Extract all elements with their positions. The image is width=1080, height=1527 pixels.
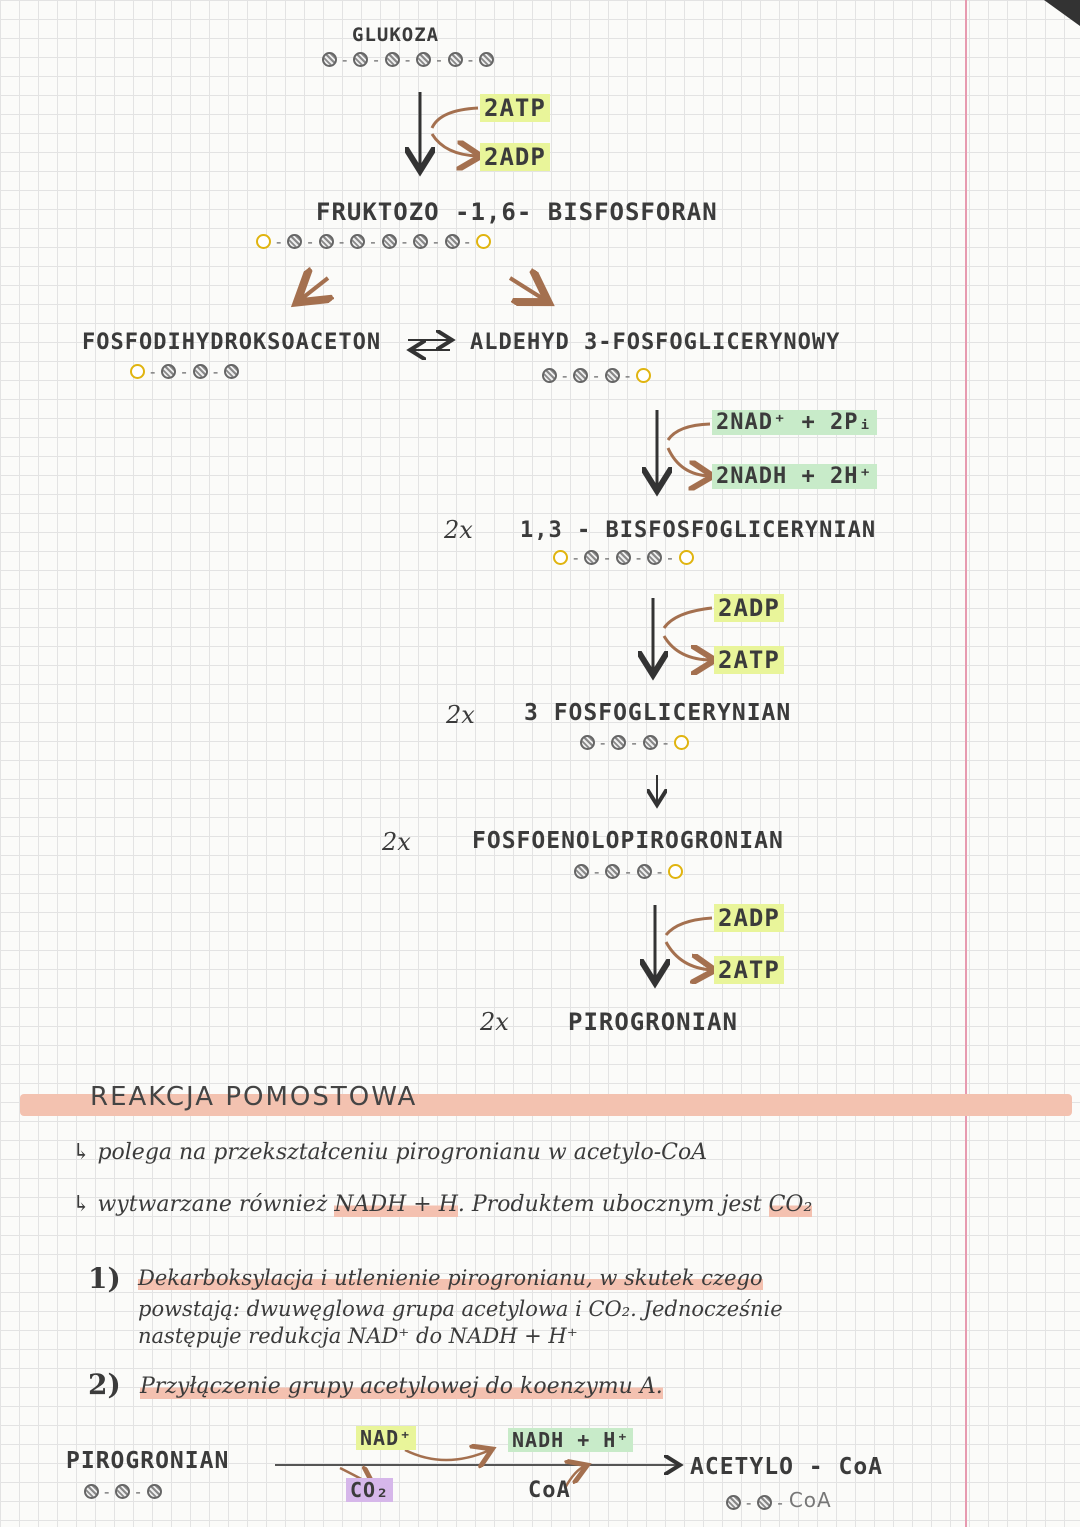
pg3-multiplier: 2x bbox=[446, 701, 475, 729]
chain-bond: - bbox=[573, 548, 580, 567]
carbon-atom bbox=[448, 52, 463, 67]
bpg-chain bbox=[553, 548, 694, 567]
carbon-atom bbox=[643, 735, 658, 750]
carbon-atom bbox=[616, 550, 631, 565]
chain-bond: - bbox=[464, 232, 471, 251]
step3-arrow bbox=[653, 598, 712, 672]
fructose-label: FRUKTOZO -1,6- BISFOSFORAN bbox=[316, 198, 718, 226]
chain-bond: - bbox=[212, 362, 220, 381]
carbon-atom bbox=[637, 864, 652, 879]
bridge-nadh: NADH + H⁺ bbox=[508, 1428, 633, 1452]
bridge-nad: NAD⁺ bbox=[356, 1426, 416, 1450]
carbon-atom bbox=[580, 735, 595, 750]
chain-bond: - bbox=[181, 362, 188, 381]
carbon-atom bbox=[322, 52, 337, 67]
chain-bond: - bbox=[662, 733, 670, 752]
dhap-chain bbox=[130, 362, 239, 381]
carbon-atom bbox=[385, 52, 400, 67]
chain-bond: - bbox=[562, 366, 569, 385]
step1-line-3: następuje redukcja NAD⁺ do NADH + H⁺ bbox=[138, 1324, 578, 1348]
pep-label: FOSFOENOLOPIROGRONIAN bbox=[472, 828, 784, 854]
chain-bond: - bbox=[467, 50, 475, 69]
chain-bond: - bbox=[276, 232, 283, 251]
step1-input: 2ATP bbox=[480, 94, 550, 122]
step3-input: 2ADP bbox=[714, 594, 784, 622]
step1-output: 2ADP bbox=[480, 143, 550, 171]
step1-number: 1) bbox=[88, 1262, 121, 1295]
glucose-label: GLUKOZA bbox=[352, 24, 440, 46]
step2-arrow bbox=[657, 410, 710, 488]
step1-line-1: Dekarboksylacja i utlenienie pirogronianu, w skutek czego bbox=[138, 1266, 763, 1290]
carbon-atom bbox=[605, 368, 620, 383]
fructose-chain bbox=[256, 232, 491, 251]
carbon-atom bbox=[319, 234, 334, 249]
chain-bond: - bbox=[624, 366, 632, 385]
carbon-atom bbox=[161, 364, 176, 379]
bridge-coa: CoA bbox=[528, 1478, 571, 1503]
chain-bond: - bbox=[307, 232, 314, 251]
step1-arrow bbox=[420, 92, 478, 168]
pg3-label: 3 FOSFOGLICERYNIAN bbox=[524, 700, 792, 726]
step1-line-2: powstają: dwuwęglowa grupa acetylowa i CO₂. Jednocześnie bbox=[138, 1297, 783, 1321]
carbon-atom bbox=[287, 234, 302, 249]
bpg-label: 1,3 - BISFOSFOGLICERYNIAN bbox=[520, 518, 877, 543]
g3p-chain bbox=[542, 366, 651, 385]
phosphate-group bbox=[674, 735, 689, 750]
bpg-multiplier: 2x bbox=[444, 516, 473, 544]
carbon-atom bbox=[416, 52, 431, 67]
carbon-atom bbox=[382, 234, 397, 249]
carbon-atom bbox=[584, 550, 599, 565]
bridge-reaction-arrow bbox=[275, 1450, 678, 1488]
bridge-pyruvate-label: PIROGRONIAN bbox=[66, 1448, 230, 1474]
pep-chain bbox=[574, 862, 683, 881]
step4-input: 2ADP bbox=[714, 904, 784, 932]
pep-multiplier: 2x bbox=[382, 828, 411, 856]
carbon-atom bbox=[605, 864, 620, 879]
chain-bond: - bbox=[656, 862, 664, 881]
chain-bond: - bbox=[593, 366, 600, 385]
chain-bond: - bbox=[594, 862, 601, 881]
pyruvate-label: PIROGRONIAN bbox=[568, 1008, 738, 1036]
chain-bond: - bbox=[600, 733, 607, 752]
carbon-atom bbox=[573, 368, 588, 383]
glucose-chain bbox=[322, 50, 494, 69]
chain-bond: - bbox=[150, 362, 157, 381]
step2-number: 2) bbox=[88, 1368, 121, 1401]
split-arrows bbox=[300, 278, 545, 300]
carbon-atom bbox=[224, 364, 239, 379]
carbon-atom bbox=[350, 234, 365, 249]
carbon-atom bbox=[479, 52, 494, 67]
chain-bond: - bbox=[625, 862, 632, 881]
phosphate-group bbox=[668, 864, 683, 879]
chain-bond: - bbox=[635, 548, 643, 567]
chain-bond: - bbox=[404, 50, 412, 69]
phosphate-group bbox=[476, 234, 491, 249]
step4-arrow bbox=[655, 905, 712, 980]
carbon-atom bbox=[647, 550, 662, 565]
pyruvate-multiplier: 2x bbox=[480, 1008, 509, 1036]
section-title: REAKCJA POMOSTOWA bbox=[90, 1082, 418, 1112]
chain-bond: - bbox=[370, 232, 377, 251]
dhap-label: FOSFODIHYDROKSOACETON bbox=[82, 330, 382, 355]
carbon-atom bbox=[353, 52, 368, 67]
carbon-atom bbox=[413, 234, 428, 249]
g3p-label: ALDEHYD 3-FOSFOGLICERYNOWY bbox=[470, 330, 841, 355]
phosphate-group bbox=[130, 364, 145, 379]
bridge-co2: CO₂ bbox=[346, 1478, 393, 1502]
carbon-atom bbox=[574, 864, 589, 879]
chain-bond: - bbox=[338, 232, 346, 251]
step2-text: Przyłączenie grupy acetylowej do koenzymu A. bbox=[140, 1374, 663, 1399]
step2-input: 2NAD⁺ + 2Pᵢ bbox=[712, 410, 877, 435]
bridge-pyruvate-chain: - - bbox=[84, 1482, 162, 1501]
chain-bond: - bbox=[373, 50, 380, 69]
chain-bond: - bbox=[401, 232, 409, 251]
carbon-atom bbox=[611, 735, 626, 750]
step2-output: 2NADH + 2H⁺ bbox=[712, 464, 877, 489]
carbon-atom bbox=[193, 364, 208, 379]
chain-bond: - bbox=[667, 548, 674, 567]
pg3-chain bbox=[580, 733, 689, 752]
chain-bond: - bbox=[436, 50, 443, 69]
chain-bond: - bbox=[433, 232, 440, 251]
equilibrium-arrow bbox=[408, 340, 450, 350]
phosphate-group bbox=[256, 234, 271, 249]
bridge-acetyl-coa-chain: - - CoA bbox=[726, 1488, 832, 1512]
phosphate-group bbox=[553, 550, 568, 565]
phosphate-group bbox=[636, 368, 651, 383]
chain-bond: - bbox=[342, 50, 349, 69]
carbon-atom bbox=[445, 234, 460, 249]
bullet-2: ↳ wytwarzane również NADH + H. Produktem ubocznym jest CO₂ bbox=[72, 1192, 813, 1217]
step4-output: 2ATP bbox=[714, 956, 784, 984]
bullet-1: ↳ polega na przekształceniu pirogronianu w acetylo-CoA bbox=[72, 1140, 708, 1165]
phosphate-group bbox=[679, 550, 694, 565]
bridge-acetyl-coa-label: ACETYLO - CoA bbox=[690, 1454, 884, 1480]
chain-bond: - bbox=[631, 733, 638, 752]
carbon-atom bbox=[542, 368, 557, 383]
chain-bond: - bbox=[604, 548, 611, 567]
step3-output: 2ATP bbox=[714, 646, 784, 674]
